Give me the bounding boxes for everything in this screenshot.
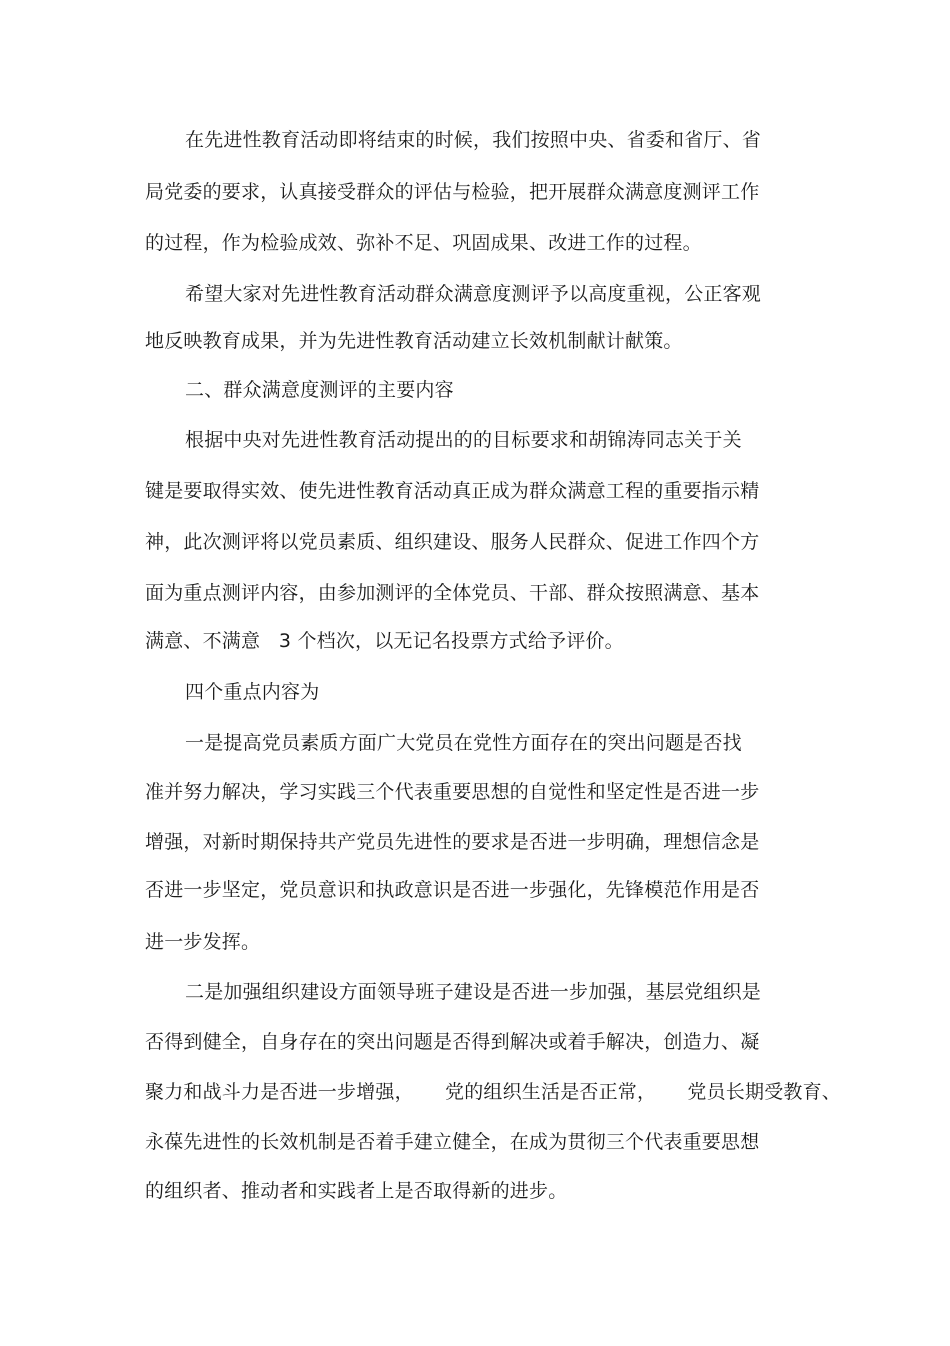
paragraph-line: 准并努力解决，学习实践三个代表重要思想的自觉性和坚定性是否进一步 [145,781,760,803]
paragraph-line: 聚力和战斗力是否进一步增强， 党的组织生活是否正常， 党员长期受教育、 [145,1081,841,1103]
paragraph-line: 根据中央对先进性教育活动提出的的目标要求和胡锦涛同志关于关 [185,429,742,451]
paragraph-line: 局党委的要求，认真接受群众的评估与检验，把开展群众满意度测评工作 [145,181,760,203]
paragraph-line: 永葆先进性的长效机制是否着手建立健全，在成为贯彻三个代表重要思想 [145,1131,760,1153]
paragraph-line: 一是提高党员素质方面广大党员在党性方面存在的突出问题是否找 [185,732,742,754]
paragraph-line: 进一步发挥。 [145,931,261,953]
paragraph-line: 否得到健全，自身存在的突出问题是否得到解决或着手解决，创造力、凝 [145,1031,760,1053]
paragraph-line: 增强，对新时期保持共产党员先进性的要求是否进一步明确，理想信念是 [145,831,760,853]
paragraph-line: 希望大家对先进性教育活动群众满意度测评予以高度重视，公正客观 [185,283,762,305]
paragraph-line: 在先进性教育活动即将结束的时候，我们按照中央、省委和省厅、省 [185,129,762,151]
paragraph-line: 神，此次测评将以党员素质、组织建设、服务人民群众、促进工作四个方 [145,531,760,553]
paragraph-line: 的过程，作为检验成效、弥补不足、巩固成果、改进工作的过程。 [145,232,702,254]
paragraph-line: 否进一步坚定，党员意识和执政意识是否进一步强化，先锋模范作用是否 [145,879,760,901]
section-heading: 二、群众满意度测评的主要内容 [185,379,454,401]
paragraph-line: 二是加强组织建设方面领导班子建设是否进一步加强，基层党组织是 [185,981,762,1003]
paragraph-line: 满意、不满意 3 个档次，以无记名投票方式给予评价。 [145,630,624,652]
paragraph-line: 面为重点测评内容，由参加测评的全体党员、干部、群众按照满意、基本 [145,582,760,604]
subheading: 四个重点内容为 [185,681,320,703]
paragraph-line: 的组织者、推动者和实践者上是否取得新的进步。 [145,1180,568,1202]
paragraph-line: 地反映教育成果，并为先进性教育活动建立长效机制献计献策。 [145,330,683,352]
paragraph-line: 键是要取得实效、使先进性教育活动真正成为群众满意工程的重要指示精 [145,480,760,502]
